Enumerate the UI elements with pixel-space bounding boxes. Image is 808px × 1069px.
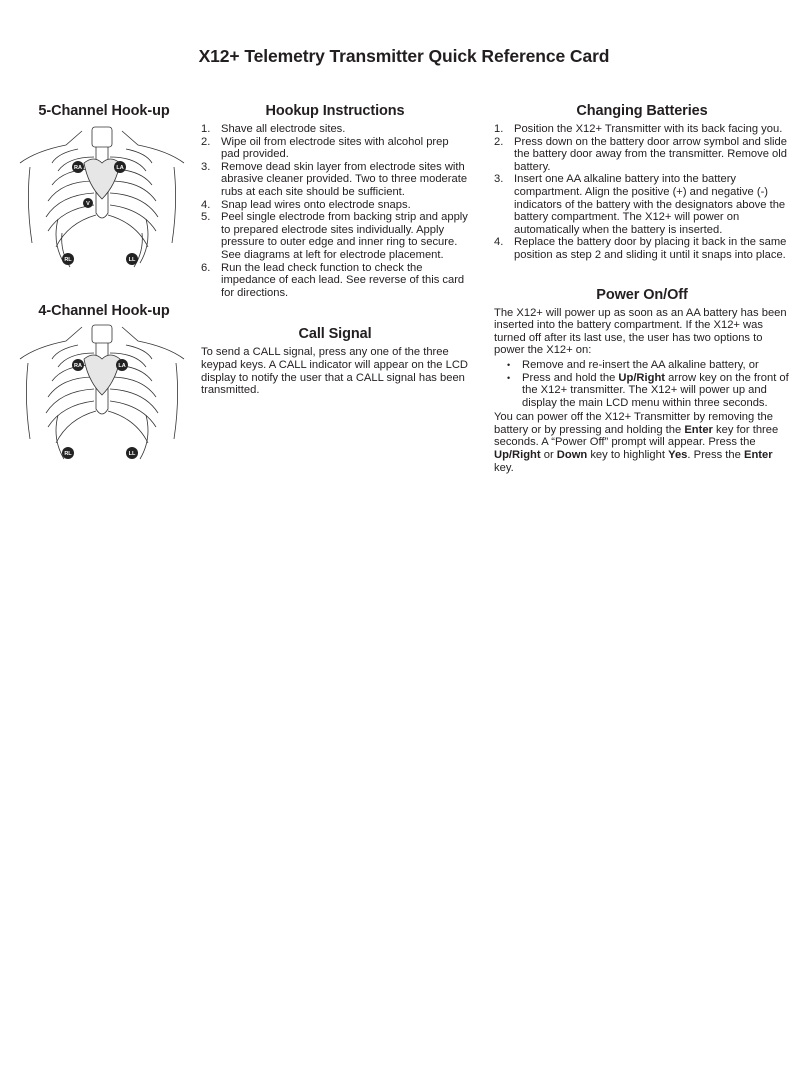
list-item: 2. Press down on the battery door arrow symbol and slide the battery door away from the transmitter. Remove old battery. — [494, 135, 787, 173]
electrode-la-label: LA — [118, 363, 126, 369]
diagrams-column — [18, 103, 190, 465]
list-item: 1. Shave all electrode sites. — [201, 123, 346, 135]
electrode-ll-label: LL — [128, 451, 136, 457]
list-item: 3. Insert one AA alkaline battery into the battery compartment. Align the positive (+) and negative (-) indicators of the battery with the designators above the battery compartment. The X12+ will power on automatically when the battery is inserted. — [494, 173, 786, 236]
electrode-v-label: V — [86, 201, 90, 207]
list-item: 4. Snap lead wires onto electrode snaps. — [201, 198, 411, 211]
call-signal-heading: Call Signal — [298, 326, 372, 343]
electrode-ra-label: RA — [74, 165, 82, 171]
power-intro: The X12+ will power up as soon as an AA battery has been inserted into the battery compartment. If the X12+ was turned off after its last use, the user has two options to power the X12+ on: — [494, 306, 787, 357]
four-channel-diagram — [18, 323, 186, 465]
list-item: 1. Position the X12+ Transmitter with its back facing you. — [494, 123, 783, 135]
power-options — [494, 359, 790, 409]
battery-steps — [494, 123, 790, 262]
hookup-heading: Hookup Instructions — [265, 103, 405, 119]
right-column — [494, 103, 790, 474]
hookup-steps — [201, 123, 469, 299]
list-item: • Press and hold the Up/Right arrow key on the front of the X12+ transmitter. The X12+ will power up and display the main LCD menu within three seconds. — [494, 372, 790, 410]
list-item: • Remove and re-insert the AA alkaline battery, or — [494, 359, 790, 372]
five-channel-diagram — [18, 123, 186, 275]
electrode-rl-label: RL — [64, 257, 72, 263]
page-title: X12+ Telemetry Transmitter Quick Reference Card — [198, 46, 610, 66]
five-channel-heading: 5-Channel Hook-up — [38, 103, 170, 119]
list-item: 2. Wipe oil from electrode sites with alcohol prep pad provided. — [201, 135, 449, 161]
list-item: 5. Peel single electrode from backing strip and apply to prepared electrode sites individually. Apply pressure to outer edge and inner ring to secure. See diagrams at left for electrode placement. — [201, 211, 468, 261]
electrode-ll-label: LL — [128, 257, 136, 263]
batteries-heading: Changing Batteries — [576, 103, 708, 119]
four-channel-heading: 4-Channel Hook-up — [38, 303, 170, 319]
list-item: 3. Remove dead skin layer from electrode sites with abrasive cleaner provided. Two to three moderate rubs at each site should be sufficient. — [201, 160, 468, 198]
call-signal-text: To send a CALL signal, press any one of the three keypad keys. A CALL indicator will appear on the LCD display to notify the user that a CALL signal has been transmitted. — [201, 346, 468, 397]
electrode-la-label: LA — [116, 165, 124, 171]
power-heading: Power On/Off — [596, 286, 688, 303]
electrode-rl-label: RL — [64, 451, 72, 457]
electrode-ra-label: RA — [74, 363, 82, 369]
list-item: 4. Replace the battery door by placing it back in the same position as step 2 and sliding it until it snaps into place. — [494, 236, 787, 261]
power-off-text: You can power off the X12+ Transmitter by removing the battery or by pressing and holding the Enter key for three seconds. A “Power Off” prompt will appear. Press the Up/Right or Down key to highlight Yes. Press the Enter key. — [494, 411, 779, 474]
list-item: 6. Run the lead check function to check the impedance of each lead. See reverse of this card for directions. — [201, 261, 465, 299]
middle-column — [201, 103, 469, 397]
